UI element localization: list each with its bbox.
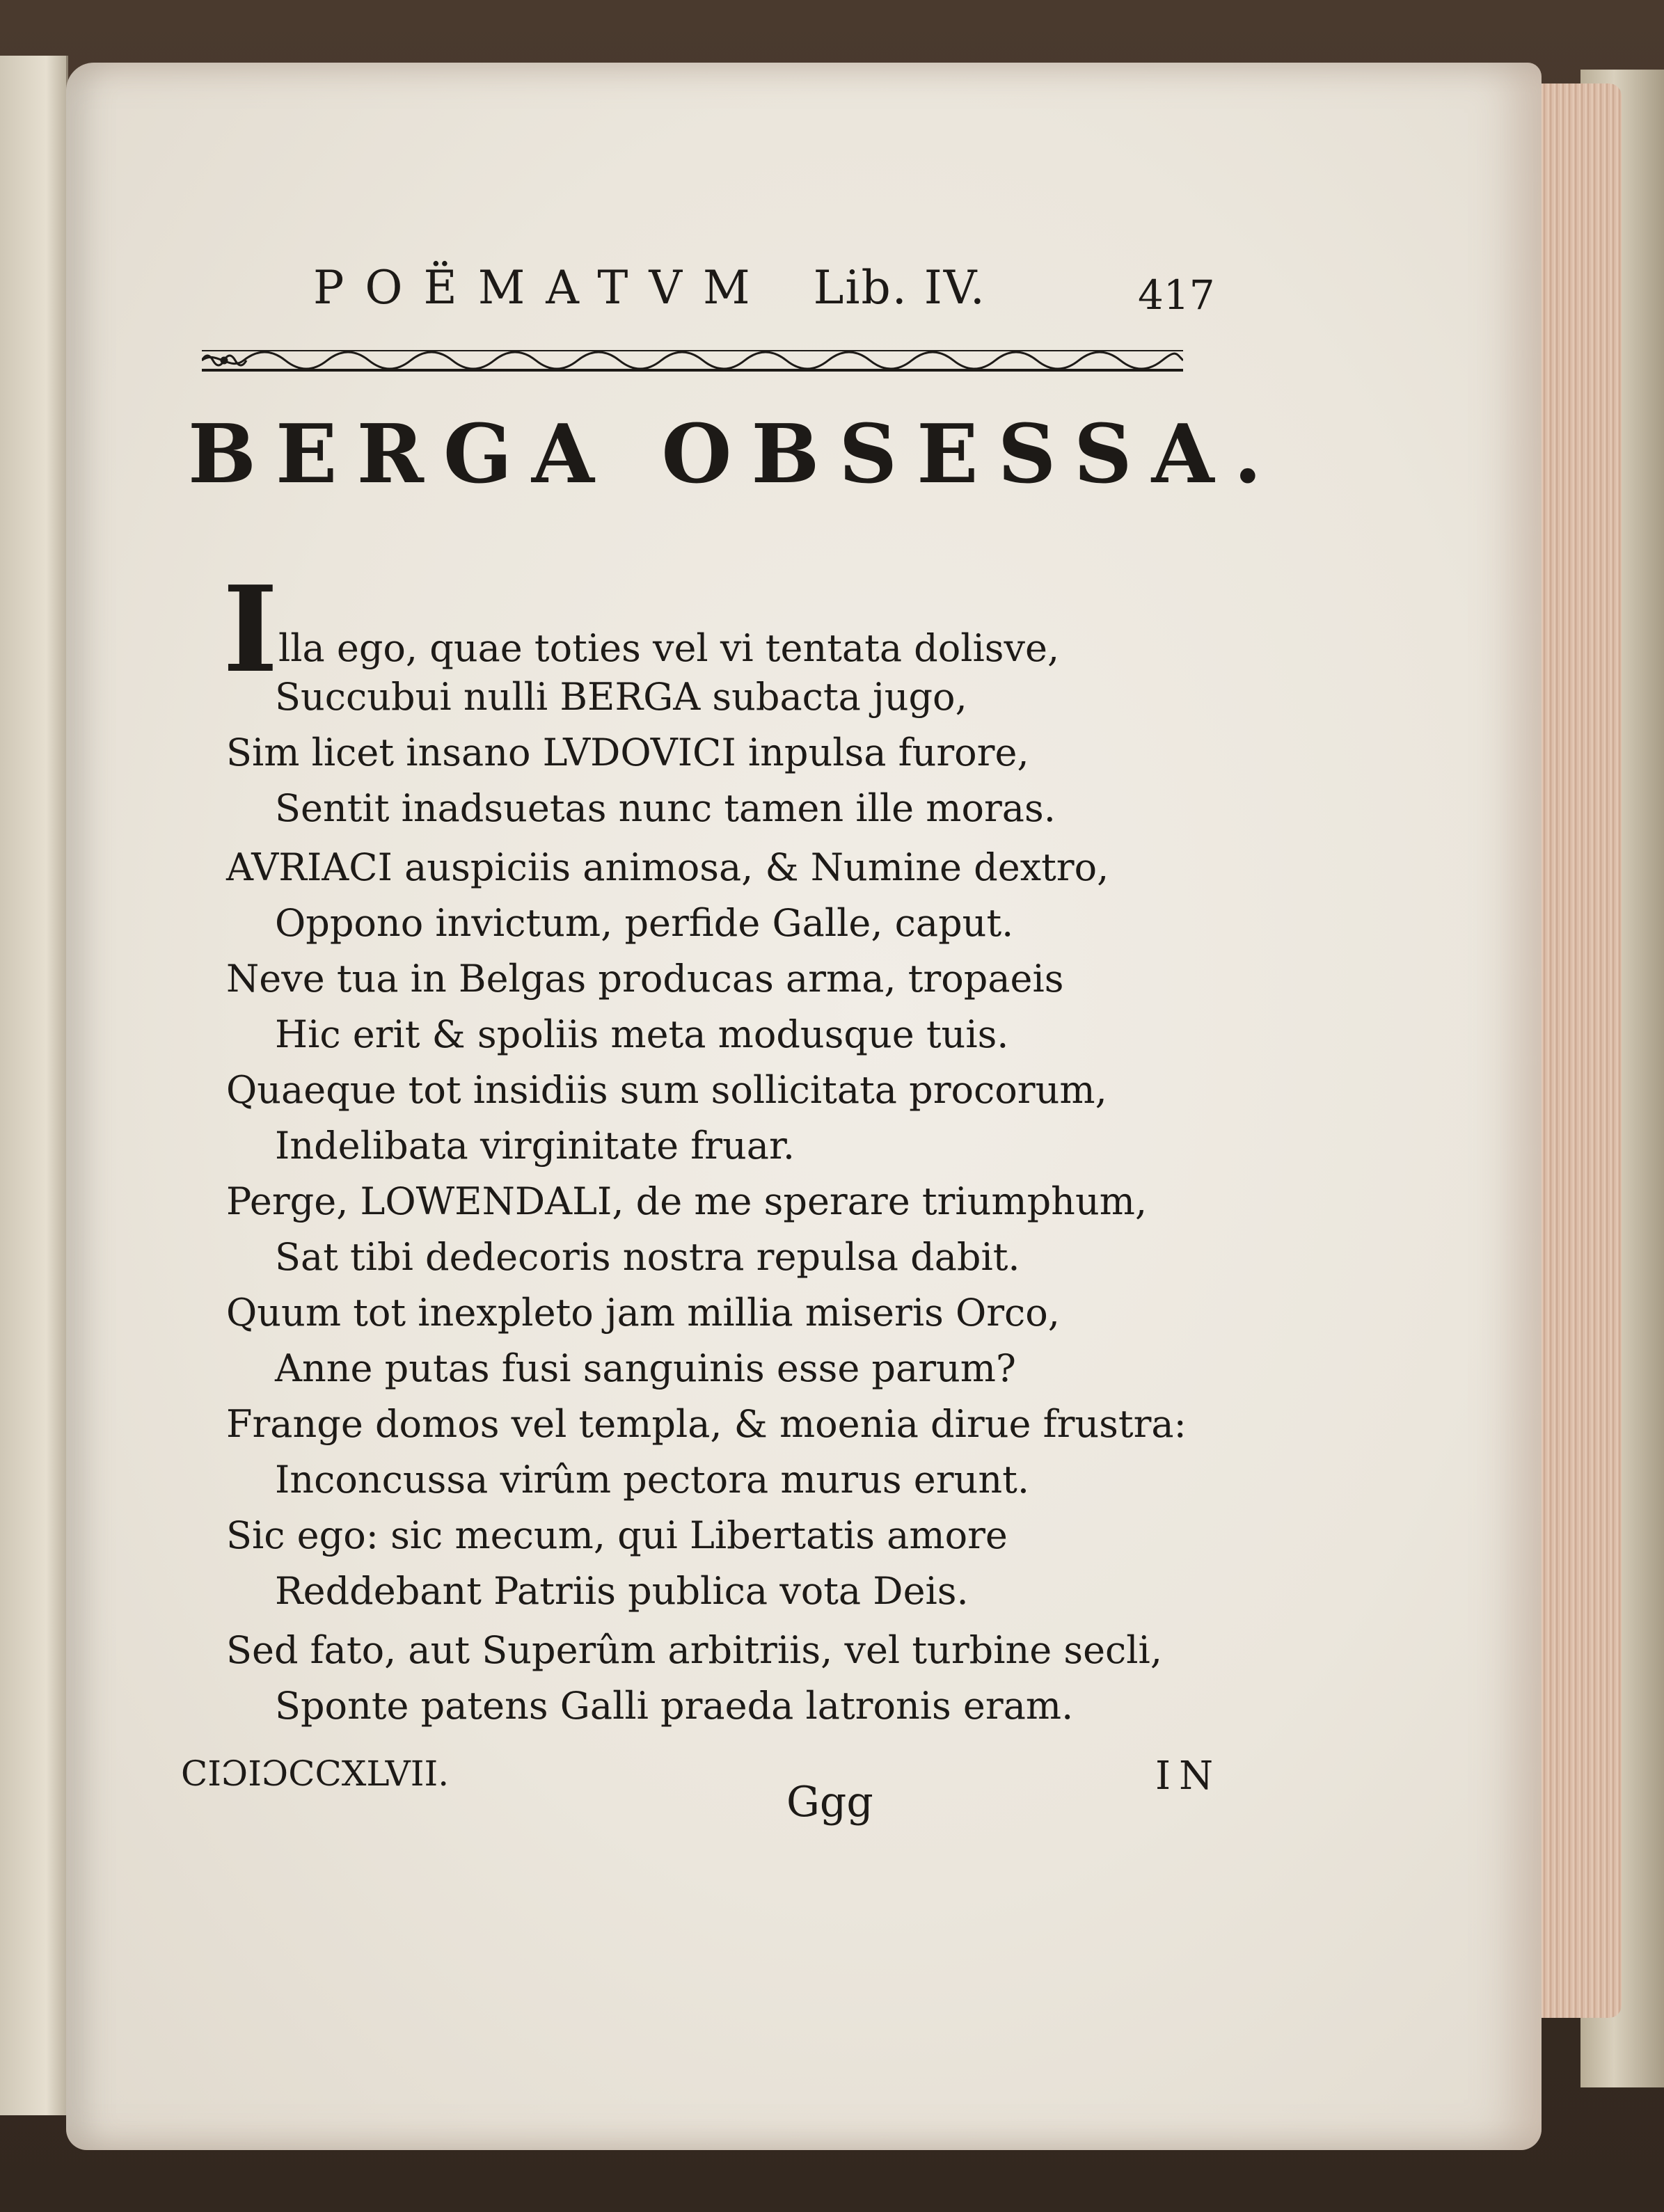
verse-line: Indelibata virginitate fruar.	[275, 1124, 795, 1168]
verse-line: Neve tua in Belgas producas arma, tropaeis	[226, 957, 1064, 1001]
verse-line: Succubui nulli BERGA subacta jugo,	[275, 675, 967, 719]
verse-line-1: lla ego, quae toties vel vi tentata dolisve,	[278, 626, 1060, 670]
page-text	[66, 63, 1542, 2150]
drop-cap: I	[223, 560, 278, 699]
verse-line: Sim licet insano LVDOVICI inpulsa furore,	[226, 731, 1029, 774]
running-head-title: POËMATVM	[313, 261, 771, 315]
date-mark: CIƆIƆCCXLVII.	[181, 1753, 450, 1794]
catchword: IN	[1155, 1753, 1222, 1799]
running-head-book: Lib. IV.	[813, 261, 986, 315]
verse-line: AVRIACI auspiciis animosa, & Numine dextro,	[226, 845, 1109, 889]
verse-line: Sat tibi dedecoris nostra repulsa dabit.	[275, 1235, 1020, 1279]
verse-line: Perge, LOWENDALI, de me sperare triumphum,	[226, 1179, 1148, 1223]
signature-mark: Ggg	[786, 1778, 873, 1827]
verse-line: Sentit inadsuetas nunc tamen ille moras.	[275, 786, 1056, 830]
verse-line: Inconcussa virûm pectora murus erunt.	[275, 1458, 1029, 1502]
verse-line: Reddebant Patriis publica vota Deis.	[275, 1569, 969, 1613]
verse-line: Sic ego: sic mecum, qui Libertatis amore	[226, 1513, 1008, 1557]
verse-line: Oppono invictum, perfide Galle, caput.	[275, 901, 1014, 945]
verse-line: Sed fato, aut Superûm arbitriis, vel turbine secli,	[226, 1628, 1162, 1672]
page-number: 417	[1138, 271, 1215, 319]
verse-line: Sponte patens Galli praeda latronis eram.	[275, 1684, 1074, 1728]
facing-page-edge	[0, 56, 68, 2115]
poem-title: BERGA OBSESSA.	[188, 407, 1281, 502]
verse-line: Quaeque tot insidiis sum sollicitata procorum,	[226, 1068, 1107, 1112]
verse-line: Frange domos vel templa, & moenia dirue frustra:	[226, 1402, 1187, 1446]
book-page	[66, 63, 1542, 2150]
verse-line: Quum tot inexpleto jam millia miseris Orco,	[226, 1291, 1060, 1335]
verse-line: Anne putas fusi sanguinis esse parum?	[275, 1346, 1016, 1390]
running-head	[313, 261, 986, 315]
verse-line: Hic erit & spoliis meta modusque tuis.	[275, 1012, 1009, 1056]
ornamental-rule	[202, 347, 1183, 373]
